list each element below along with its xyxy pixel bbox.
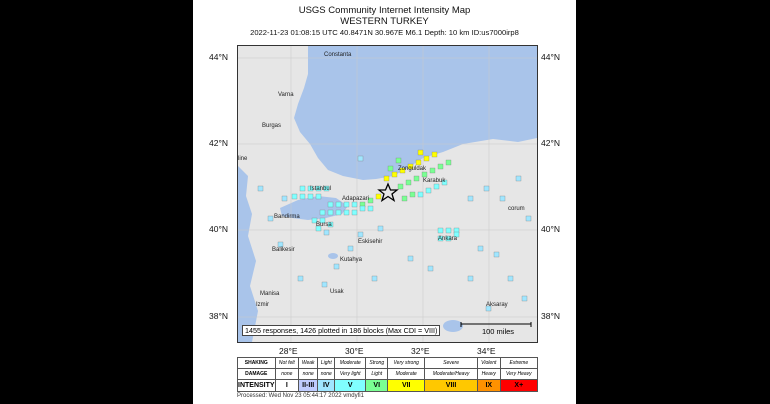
lat-label-40-right: 40°N [541,224,560,234]
lat-label-44: 44°N [209,52,228,62]
city-label: Adapazari [342,196,370,202]
legend-intensity-row [238,380,538,392]
intensity-block [432,152,437,157]
city-label: Constanta [324,52,352,58]
intensity-block [446,160,451,165]
intensity-block [438,228,443,233]
intensity-block [508,276,513,281]
legend-cell: Weak [299,358,318,369]
intensity-block [424,156,429,161]
legend-cell: Strong [366,358,388,369]
legend-shaking-header: SHAKING [238,358,276,369]
lon-label-34: 34°E [477,346,496,356]
city-label: Manisa [260,291,280,297]
city-label: Izmir [256,302,269,308]
legend-cell: Severe [425,358,478,369]
city-label: Istanbul [310,186,332,192]
intensity-block [468,196,473,201]
intensity-block [360,206,365,211]
lon-label-30: 30°E [345,346,364,356]
intensity-block [434,184,439,189]
intensity-block [384,176,389,181]
intensity-block [368,206,373,211]
intensity-block [334,264,339,269]
intensity-block [282,196,287,201]
intensity-block [320,210,325,215]
city-label: Bandirma [274,214,300,220]
event-info: 2022-11-23 01:08:15 UTC 40.8471N 30.967E M6.1 Depth: 10 km ID:us7000irp8 [250,28,519,37]
intensity-block [298,276,303,281]
responses-summary: 1455 responses, 1426 plotted in 186 blocks (Max CDI = VIII) [242,325,440,336]
intensity-block [438,164,443,169]
lon-label-32: 32°E [411,346,430,356]
intensity-block [292,194,297,199]
intensity-block [308,194,313,199]
lat-label-42: 42°N [209,138,228,148]
intensity-swatch: V [335,380,366,392]
intensity-block [398,184,403,189]
lon-label-28: 28°E [279,346,298,356]
legend-damage-row [238,369,538,380]
legend-cell: Light [318,358,335,369]
legend-damage-header: DAMAGE [238,369,276,380]
intensity-block [446,228,451,233]
map-svg [238,46,537,342]
city-label: Kutahya [340,257,363,263]
legend-cell: none [299,369,318,380]
intensity-block [526,216,531,221]
lat-label-40: 40°N [209,224,228,234]
legend-cell: Moderate [388,369,425,380]
intensity-block [522,296,527,301]
map-figure [193,0,576,404]
lat-label-44-right: 44°N [541,52,560,62]
intensity-block [416,160,421,165]
intensity-block [316,194,321,199]
scale-label: 100 miles [481,327,515,336]
city-label: Usak [330,289,344,295]
intensity-block [410,192,415,197]
lat-label-38: 38°N [209,311,228,321]
intensity-block [372,276,377,281]
intensity-block [324,230,329,235]
lake [328,253,338,259]
intensity-block [322,282,327,287]
intensity-block [344,202,349,207]
intensity-block [268,216,273,221]
intensity-swatch: IV [318,380,335,392]
intensity-block [392,172,397,177]
city-label: Eskisehir [358,239,383,245]
intensity-swatch: I [275,380,299,392]
legend-shaking-row [238,358,538,369]
intensity-block [396,158,401,163]
intensity-block [428,266,433,271]
intensity-swatch: VIII [425,380,478,392]
legend-cell: none [275,369,299,380]
intensity-block [348,246,353,251]
intensity-block [328,210,333,215]
intensity-block [352,202,357,207]
intensity-block [258,186,263,191]
lat-label-42-right: 42°N [541,138,560,148]
intensity-swatch: VI [366,380,388,392]
intensity-block [358,232,363,237]
lat-label-38-right: 38°N [541,311,560,321]
city-label: corum [508,206,525,212]
intensity-block [414,176,419,181]
intensity-swatch: VII [388,380,425,392]
intensity-swatch: II-III [299,380,318,392]
intensity-block [352,210,357,215]
intensity-block [402,196,407,201]
intensity-block [328,202,333,207]
legend-cell: Moderate/Heavy [425,369,478,380]
intensity-block [494,252,499,257]
intensity-block [406,180,411,185]
intensity-block [336,210,341,215]
legend-cell: Heavy [477,369,500,380]
city-label: Balikesir [272,247,295,253]
intensity-block [376,194,381,199]
intensity-legend [237,357,538,392]
map-title: USGS Community Internet Intensity Map [298,5,471,16]
intensity-block [300,186,305,191]
legend-cell: none [318,369,335,380]
intensity-block [484,186,489,191]
legend-cell: Violent [477,358,500,369]
legend-cell: Not felt [275,358,299,369]
intensity-block [422,172,427,177]
city-label: line [238,156,248,162]
intensity-block [388,166,393,171]
map-subtitle: WESTERN TURKEY [340,16,429,27]
legend-cell: Very light [335,369,366,380]
city-label: Aksaray [486,302,508,308]
city-label: Bursa [316,222,332,228]
city-label: Varna [278,92,294,98]
intensity-block [408,256,413,261]
intensity-block [358,156,363,161]
legend-cell: Very strong [388,358,425,369]
intensity-map[interactable] [237,45,538,343]
intensity-block [336,202,341,207]
city-label: Zonguldak [398,166,427,172]
intensity-block [426,188,431,193]
legend-intensity-header: INTENSITY [238,380,276,392]
city-label: Ankara [438,236,458,242]
city-label: Karabuk [423,178,446,184]
intensity-block [516,176,521,181]
intensity-block [344,210,349,215]
legend-cell: Moderate [335,358,366,369]
legend-cell: Extreme [500,358,537,369]
intensity-swatch: X+ [500,380,537,392]
intensity-swatch: IX [477,380,500,392]
legend-cell: Very Heavy [500,369,537,380]
intensity-block [300,194,305,199]
legend-cell: Light [366,369,388,380]
intensity-block [430,168,435,173]
intensity-block [478,246,483,251]
intensity-block [468,276,473,281]
intensity-block [418,192,423,197]
city-label: Burgas [262,123,282,129]
intensity-block [418,150,423,155]
processed-note: Processed: Wed Nov 23 05:44:17 2022 vmdyfi1 [237,393,364,399]
intensity-block [378,226,383,231]
intensity-block [500,196,505,201]
